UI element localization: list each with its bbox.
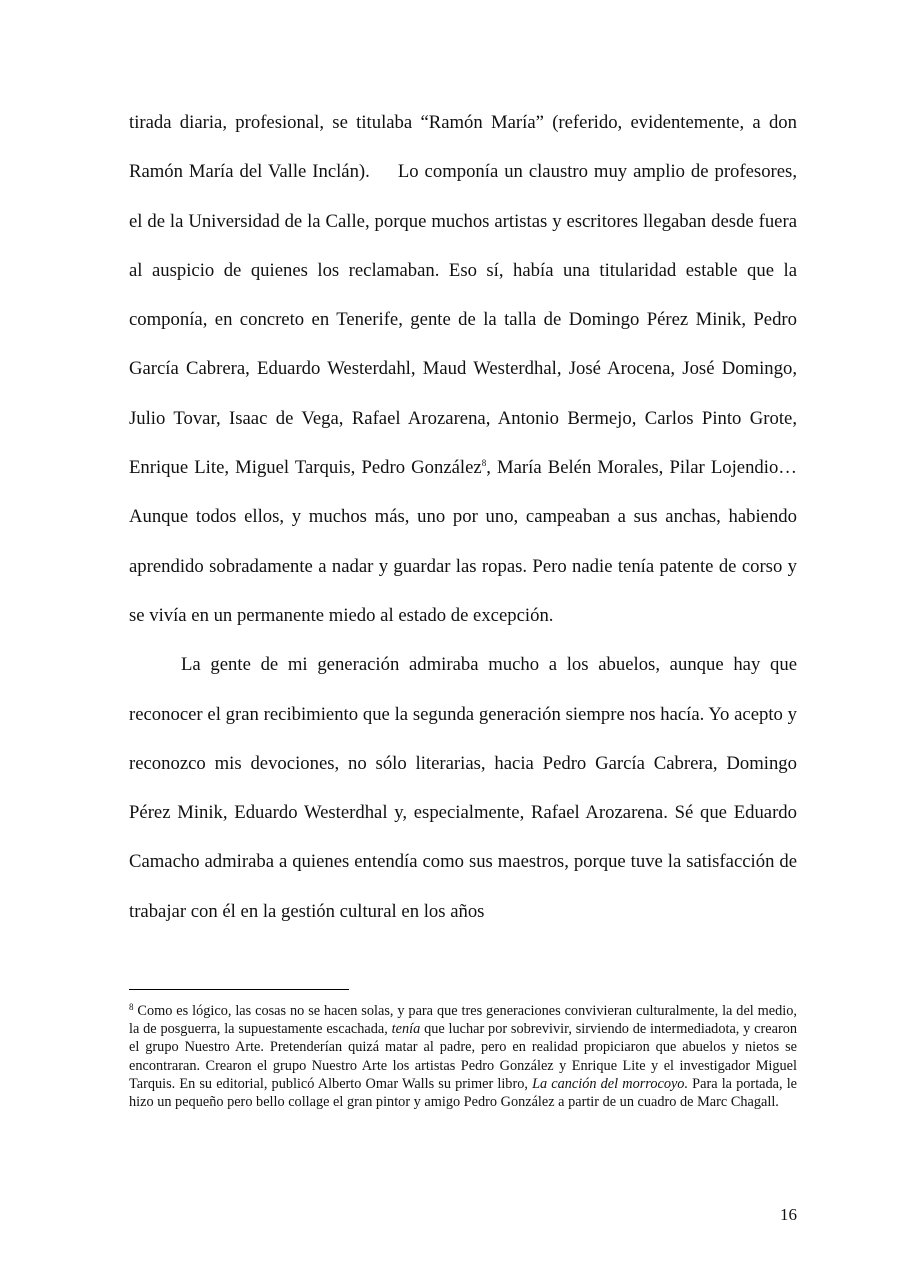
body-text <box>129 98 797 936</box>
paragraph-2: La gente de mi generación admiraba mucho a los abuelos, aunque hay que reconocer el gran recibimiento que la segunda generación siempre nos hacía. Yo acepto y reconozco mis devociones, no sólo literarias, hacia Pedro García Cabrera, Domingo Pérez Minik, Eduardo Westerdhal y, especialmente, Rafael Arozarena. Sé que Eduardo Camacho admiraba a quienes entendía como sus maestros, porque tuve la satisfacción de trabajar con él en la gestión cultural en los años <box>129 654 797 922</box>
footnote-reference: 8 <box>481 458 487 469</box>
footnote-number: 8 <box>129 1002 134 1012</box>
footnote-separator <box>129 989 349 990</box>
book-title: La canción del morrocoyo. <box>532 1075 689 1092</box>
paragraph-1: tirada diaria, profesional, se titulaba “Ramón María” (referido, evidentemente, a don Ramón María del Valle Inclán). Lo componía un claustro muy amplio de profesores, el de la Universidad de la Calle, porque muchos artistas y escritores llegaban desde fuera al auspicio de quienes los reclamaban. Eso sí, había una titularidad estable que la componía, en concreto en Tenerife, gente de la talla de Domingo Pérez Minik, Pedro García Cabrera, Eduardo Westerdahl, Maud Westerdhal, José Arocena, José Domingo, Julio Tovar, Isaac de Vega, Rafael Arozarena, Antonio Bermejo, Carlos Pinto Grote, Enrique Lite, Miguel Tarquis, Pedro González$^8$, María Belén Morales, Pilar Lojendio… Aunque todos ellos, y muchos más, uno por uno, campeaban a sus anchas, habiendo aprendido sobradamente a nadar y guardar las ropas. Pero nadie tenía patente de corso y se vivía en un permanente miedo al estado de excepción. <box>129 112 797 626</box>
page-number: 16 <box>780 1205 797 1224</box>
footnote-italic-word: tenía <box>391 1021 421 1038</box>
footnote: $^8$ Como es lógico, las cosas no se hacen solas, y para que tres generaciones convivieran culturalmente, la del medio, la de posguerra, la supuestamente escachada, tenía que luchar por sobrevivir, sirviendo de intermediadota, y crearon el grupo Nuestro Arte. Pretenderían quizá matar al padre, pero en realidad propiciaron que abuelos y nietos se encontraran. Crearon el grupo Nuestro Arte los artistas Pedro González y Enrique Lite y el investigador Miguel Tarquis. En su editorial, publicó Alberto Omar Walls su primer libro, La canción del morrocoyo. Para la portada, le hizo un pequeño pero bello collage el gran pintor y amigo Pedro González a partir de un cuadro de Marc Chagall. <box>129 1002 798 1111</box>
